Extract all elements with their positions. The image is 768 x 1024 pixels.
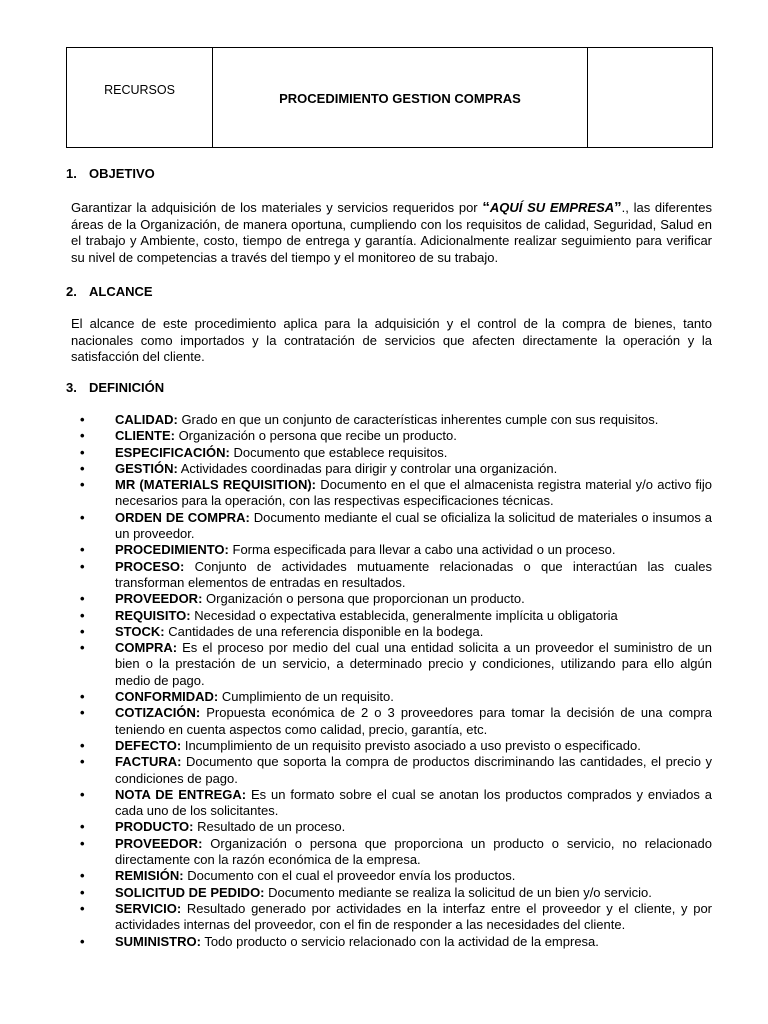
objetivo-paragraph: [71, 200, 712, 266]
definition-term: SUMINISTRO:: [115, 933, 201, 949]
definition-term: COMPRA:: [115, 640, 178, 656]
logo-cell: [588, 48, 712, 147]
definition-text: Conjunto de actividades mutuamente relacionadas o que interactúan las cuales transforman elementos de entradas en resultados.: [115, 558, 712, 590]
bullet-icon: •: [80, 819, 85, 835]
definition-term: PROVEEDOR:: [115, 835, 203, 851]
list-item: [80, 591, 712, 607]
company-placeholder: AQUÍ SU EMPRESA: [489, 200, 615, 215]
definition-term: COTIZACIÓN:: [115, 705, 201, 721]
list-item: [80, 901, 712, 934]
list-item: [80, 787, 712, 820]
definition-text: Cumplimiento de un requisito.: [218, 689, 394, 705]
definition-term: REMISIÓN:: [115, 868, 184, 884]
definition-term: REQUISITO:: [115, 607, 191, 623]
list-item: [80, 461, 712, 477]
list-item: [80, 510, 712, 543]
bullet-icon: •: [80, 737, 85, 753]
list-item: [80, 412, 712, 428]
definition-text: Cantidades de una referencia disponible en la bodega.: [164, 623, 484, 639]
section-heading-alcance: [66, 284, 153, 299]
list-item: [80, 640, 712, 689]
list-item: [80, 689, 712, 705]
definition-term: SERVICIO:: [115, 900, 182, 916]
bullet-icon: •: [80, 509, 85, 525]
bullet-icon: •: [80, 884, 85, 900]
definition-text: Documento en el que el almacenista registra material y/o activo fijo necesarios para la operación, con las respectivas especificaciones técnicas.: [115, 477, 712, 509]
bullet-icon: •: [80, 607, 85, 623]
objetivo-text-start: Garantizar la adquisición de los materiales y servicios requeridos por: [71, 200, 483, 215]
list-item: [80, 705, 712, 738]
definition-text: Actividades coordinadas para dirigir y controlar una organización.: [177, 460, 558, 476]
bullet-icon: •: [80, 542, 85, 558]
definition-text: Forma especificada para llevar a cabo una actividad o un proceso.: [228, 542, 616, 558]
definition-term: PROCEDIMIENTO:: [115, 542, 229, 558]
bullet-icon: •: [80, 591, 85, 607]
section-title: OBJETIVO: [89, 166, 155, 181]
list-item: [80, 624, 712, 640]
section-number: 2.: [66, 284, 77, 299]
definition-term: PROVEEDOR:: [115, 591, 203, 607]
bullet-icon: •: [80, 868, 85, 884]
bullet-icon: •: [80, 705, 85, 721]
objetivo-text-end: ., las diferentes áreas de la Organización, de manera oportuna, cumpliendo con los requisitos de calidad, Seguridad, Salud en el trabajo y Ambiente, costo, tiempo de entrega y garantía. Adicionalmente realizar seguimiento para verificar su nivel de competencias a través del tiempo y el monitoreo de su trabajo.: [71, 200, 713, 265]
definition-text: Organización o persona que recibe un producto.: [174, 428, 457, 444]
definition-text: Es el proceso por medio del cual una entidad solicita a un proveedor el suministro de un bien o la prestación de un servicio, a determinado precio y condiciones, utilizando para ello algún medio de pago.: [115, 640, 712, 688]
definition-term: CALIDAD:: [115, 412, 178, 427]
definition-text: Organización o persona que proporcionan un producto.: [202, 591, 525, 607]
definition-term: PROCESO:: [115, 558, 185, 574]
list-item: [80, 738, 712, 754]
definition-term: STOCK:: [115, 623, 165, 639]
list-item: [80, 445, 712, 461]
bullet-icon: •: [80, 444, 85, 460]
bullet-icon: •: [80, 640, 85, 656]
definition-term: DEFECTO:: [115, 737, 182, 753]
definition-term: CLIENTE:: [115, 428, 175, 444]
list-item: [80, 608, 712, 624]
section-title: ALCANCE: [89, 284, 153, 299]
list-item: [80, 542, 712, 558]
bullet-icon: •: [80, 933, 85, 949]
definition-text: Documento mediante el cual se oficializa la solicitud de materiales o insumos a un proveedor.: [115, 509, 713, 542]
definition-text: Resultado generado por actividades en la interfaz entre el proveedor y el cliente, y por actividades internas del proveedor, con el fin de responder a las necesidades del cliente.: [115, 900, 712, 933]
definition-term: MR (MATERIALS REQUISITION):: [115, 477, 316, 493]
definition-text: Necesidad o expectativa establecida, generalmente implícita u obligatoria: [190, 607, 618, 623]
definition-term: SOLICITUD DE PEDIDO:: [115, 884, 265, 900]
section-title: DEFINICIÓN: [89, 380, 165, 395]
definition-term: NOTA DE ENTREGA:: [115, 786, 247, 802]
definitions-list: [80, 412, 712, 950]
definition-text: Incumplimiento de un requisito previsto asociado a uso previsto o especificado.: [181, 737, 641, 753]
list-item: [80, 819, 712, 835]
bullet-icon: •: [80, 558, 85, 574]
section-heading-definicion: [66, 380, 164, 395]
definition-text: Grado en que un conjunto de características inherentes cumple con sus requisitos.: [177, 412, 659, 427]
resources-cell: [67, 48, 213, 147]
definition-text: Todo producto o servicio relacionado con la actividad de la empresa.: [200, 933, 599, 949]
definition-text: Es un formato sobre el cual se anotan los productos comprados y enviados a cada uno de los solicitantes.: [115, 786, 712, 819]
definition-term: ESPECIFICACIÓN:: [115, 444, 230, 460]
list-item: [80, 934, 712, 950]
definition-term: PRODUCTO:: [115, 819, 194, 835]
bullet-icon: •: [80, 786, 85, 802]
document-title: PROCEDIMIENTO GESTION COMPRAS: [279, 91, 521, 106]
list-item: [80, 885, 712, 901]
bullet-icon: •: [80, 689, 85, 705]
bullet-icon: •: [80, 623, 85, 639]
section-number: 3.: [66, 380, 77, 395]
resources-label: RECURSOS: [104, 82, 175, 97]
definition-term: ORDEN DE COMPRA:: [115, 509, 250, 525]
list-item: [80, 868, 712, 884]
bullet-icon: •: [80, 835, 85, 851]
definition-text: Resultado de un proceso.: [193, 819, 346, 835]
document-header-table: [66, 47, 713, 148]
bullet-icon: •: [80, 428, 85, 444]
bullet-icon: •: [80, 412, 85, 427]
bullet-icon: •: [80, 754, 85, 770]
bullet-icon: •: [80, 460, 85, 476]
definition-text: Propuesta económica de 2 o 3 proveedores para tomar la decisión de una compra teniendo en cuenta aspectos como calidad, precio, garantía, etc.: [115, 705, 712, 737]
list-item: [80, 477, 712, 510]
definition-term: GESTIÓN:: [115, 460, 178, 476]
definition-term: CONFORMIDAD:: [115, 689, 219, 705]
definition-text: Documento mediante se realiza la solicitud de un bien y/o servicio.: [264, 884, 652, 900]
definition-text: Documento que establece requisitos.: [229, 444, 448, 460]
section-number: 1.: [66, 166, 77, 181]
definition-text: Organización o persona que proporciona un producto o servicio, no relacionado directamente con la razón económica de la empresa.: [115, 835, 712, 868]
bullet-icon: •: [80, 900, 85, 916]
definition-text: Documento que soporta la compra de productos discriminando las cantidades, el precio y condiciones de pago.: [115, 754, 712, 786]
title-cell: [213, 48, 588, 147]
list-item: [80, 836, 712, 869]
list-item: [80, 754, 712, 787]
bullet-icon: •: [80, 477, 85, 493]
quote-close: ”: [614, 199, 622, 216]
quote-open: “: [482, 199, 490, 216]
list-item: [80, 559, 712, 592]
list-item: [80, 428, 712, 444]
section-heading-objetivo: [66, 166, 155, 181]
definition-text: Documento con el cual el proveedor envía los productos.: [183, 868, 516, 884]
alcance-paragraph: El alcance de este procedimiento aplica para la adquisición y el control de la compra de bienes, tanto nacionales como importados y la contratación de servicios que afecten directamente la operación y la satisfacción del cliente.: [71, 316, 712, 364]
definition-term: FACTURA:: [115, 754, 182, 770]
